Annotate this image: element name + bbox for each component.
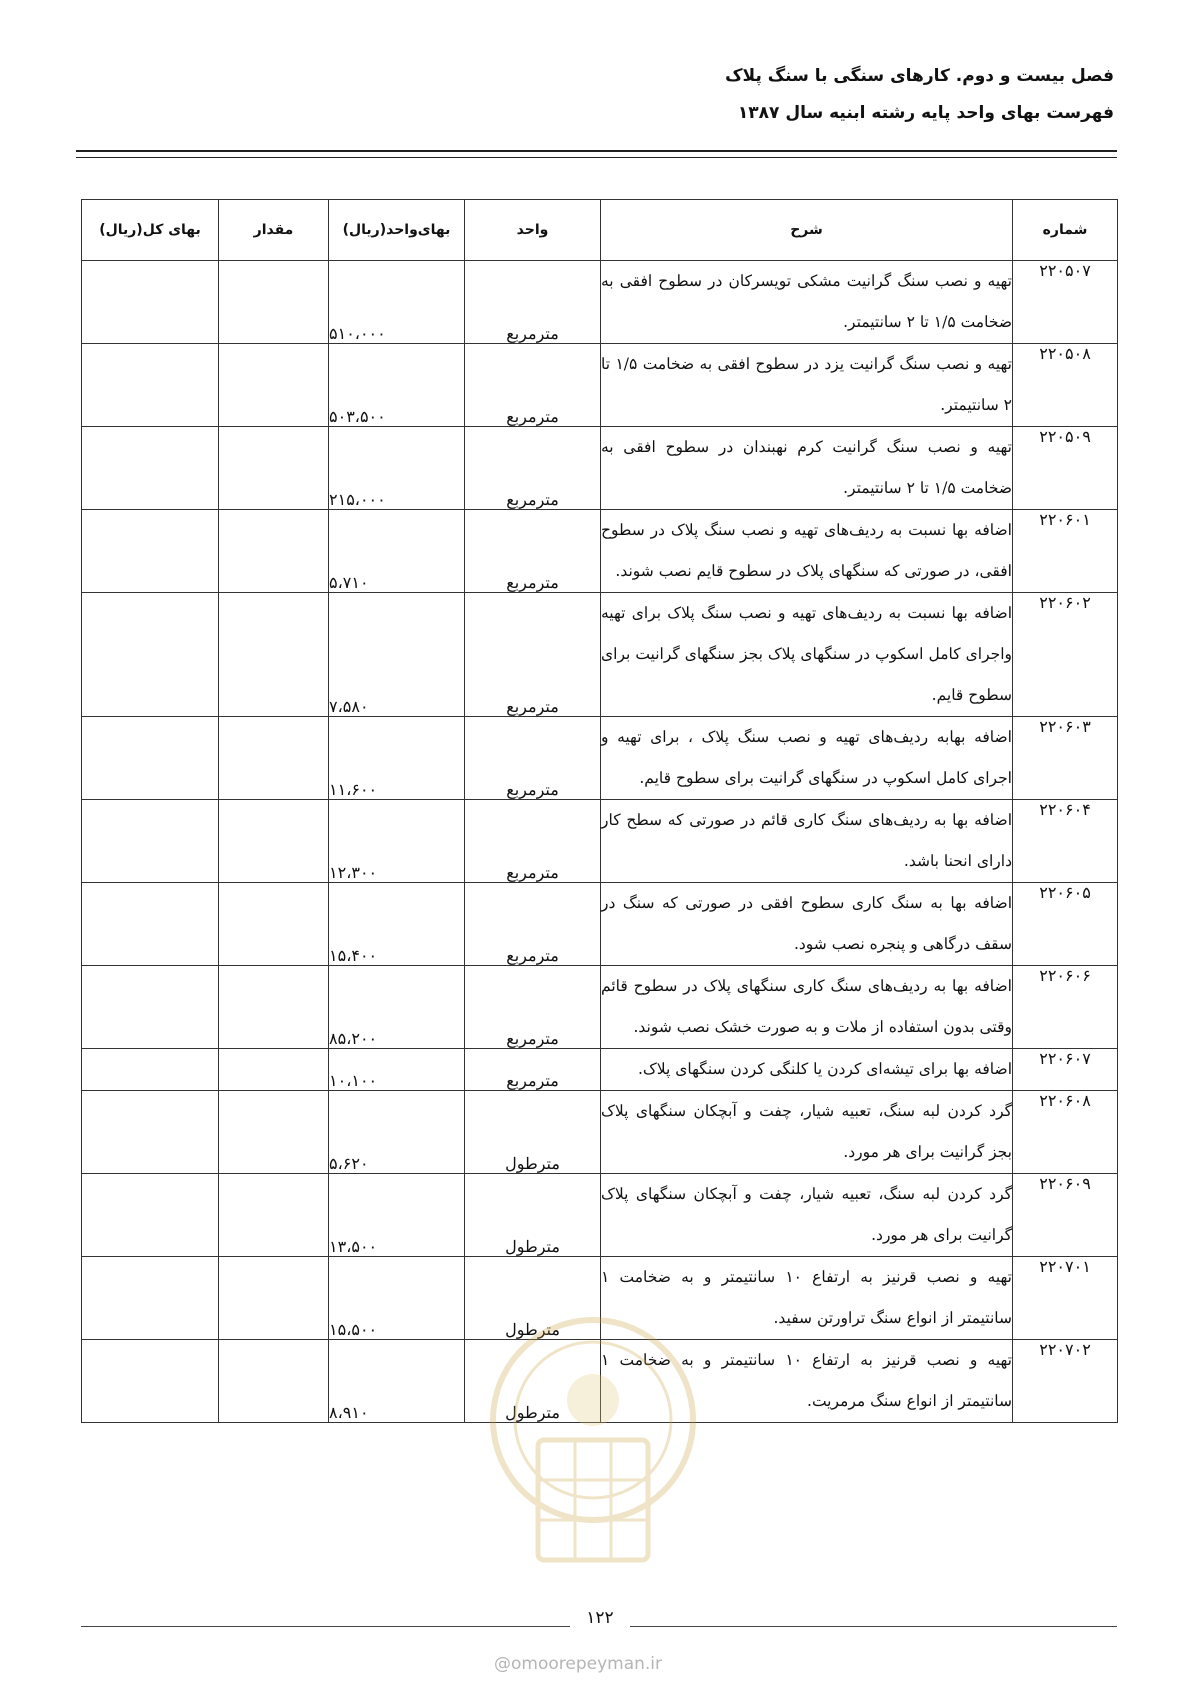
- item-code: ۲۲۰۵۰۸: [1013, 344, 1118, 427]
- item-description: گرد کردن لبه سنگ، تعبیه شیار، چفت و آبچکان سنگهای پلاک گرانیت برای هر مورد.: [601, 1174, 1013, 1257]
- item-code: ۲۲۰۷۰۱: [1013, 1257, 1118, 1340]
- header-divider: [76, 150, 1117, 158]
- item-unit-price: ۸،۹۱۰: [329, 1340, 465, 1423]
- item-quantity: [219, 510, 329, 593]
- item-description: تهیه و نصب قرنیز به ارتفاع ۱۰ سانتیمتر و به ضخامت ۱ سانتیمتر از انواع سنگ تراورتن سفید.: [601, 1257, 1013, 1340]
- column-header-code: شماره: [1013, 200, 1118, 261]
- item-unit-price: ۱۲،۳۰۰: [329, 800, 465, 883]
- item-unit-price: ۱۵،۴۰۰: [329, 883, 465, 966]
- table-header-row: [82, 200, 1118, 261]
- price-list-table: [81, 199, 1118, 1423]
- item-total-price: [82, 883, 219, 966]
- table-row: [82, 1257, 1118, 1340]
- table-row: [82, 966, 1118, 1049]
- item-description: تهیه و نصب قرنیز به ارتفاع ۱۰ سانتیمتر و به ضخامت ۱ سانتیمتر از انواع سنگ مرمریت.: [601, 1340, 1013, 1423]
- table-row: [82, 261, 1118, 344]
- table-row: [82, 1340, 1118, 1423]
- table-row: [82, 717, 1118, 800]
- item-quantity: [219, 717, 329, 800]
- item-total-price: [82, 1257, 219, 1340]
- item-code: ۲۲۰۶۰۳: [1013, 717, 1118, 800]
- item-total-price: [82, 510, 219, 593]
- page-number: ۱۲۲: [570, 1608, 630, 1628]
- item-total-price: [82, 427, 219, 510]
- item-code: ۲۲۰۶۰۱: [1013, 510, 1118, 593]
- item-total-price: [82, 1340, 219, 1423]
- item-quantity: [219, 344, 329, 427]
- item-total-price: [82, 966, 219, 1049]
- table-row: [82, 510, 1118, 593]
- item-code: ۲۲۰۶۰۴: [1013, 800, 1118, 883]
- item-code: ۲۲۰۶۰۷: [1013, 1049, 1118, 1091]
- table-row: [82, 427, 1118, 510]
- item-unit: مترطول: [465, 1257, 601, 1340]
- item-total-price: [82, 800, 219, 883]
- column-header-unit-price: بهای‌واحد(ریال): [329, 200, 465, 261]
- item-total-price: [82, 593, 219, 717]
- item-quantity: [219, 1340, 329, 1423]
- item-description: اضافه بها به ردیف‌های سنگ کاری سنگهای پلاک در سطوح قائم وقتی بدون استفاده از ملات و به صورت خشک نصب شوند.: [601, 966, 1013, 1049]
- item-quantity: [219, 883, 329, 966]
- item-unit-price: ۵،۷۱۰: [329, 510, 465, 593]
- item-unit: مترمربع: [465, 593, 601, 717]
- item-unit: مترمربع: [465, 966, 601, 1049]
- table-row: [82, 1091, 1118, 1174]
- item-description: اضافه بهابه ردیف‌های تهیه و نصب سنگ پلاک ، برای تهیه و اجرای کامل اسکوپ در سنگهای گرانیت برای سطوح قایم.: [601, 717, 1013, 800]
- item-description: گرد کردن لبه سنگ، تعبیه شیار، چفت و آبچکان سنگهای پلاک بجز گرانیت برای هر مورد.: [601, 1091, 1013, 1174]
- item-description: تهیه و نصب سنگ گرانیت یزد در سطوح افقی به ضخامت ۱/۵ تا ۲ سانتیمتر.: [601, 344, 1013, 427]
- column-header-quantity: مقدار: [219, 200, 329, 261]
- item-total-price: [82, 344, 219, 427]
- table-body: [82, 261, 1118, 1423]
- item-quantity: [219, 261, 329, 344]
- table-header: [82, 200, 1118, 261]
- item-unit: مترمربع: [465, 427, 601, 510]
- item-quantity: [219, 427, 329, 510]
- item-unit: مترطول: [465, 1340, 601, 1423]
- table-row: [82, 800, 1118, 883]
- item-code: ۲۲۰۶۰۸: [1013, 1091, 1118, 1174]
- item-unit-price: ۵،۶۲۰: [329, 1091, 465, 1174]
- item-description: اضافه بها نسبت به ردیف‌های تهیه و نصب سنگ پلاک در سطوح افقی، در صورتی که سنگهای پلاک در سطوح قایم نصب شوند.: [601, 510, 1013, 593]
- item-unit-price: ۲۱۵،۰۰۰: [329, 427, 465, 510]
- item-unit: مترمربع: [465, 883, 601, 966]
- item-code: ۲۲۰۷۰۲: [1013, 1340, 1118, 1423]
- item-description: تهیه و نصب سنگ گرانیت مشکی تویسرکان در سطوح افقی به ضخامت ۱/۵ تا ۲ سانتیمتر.: [601, 261, 1013, 344]
- item-unit: مترمربع: [465, 510, 601, 593]
- item-description: اضافه بها برای تیشه‌ای کردن یا کلنگی کردن سنگهای پلاک.: [601, 1049, 1013, 1091]
- column-header-description: شرح: [601, 200, 1013, 261]
- item-code: ۲۲۰۶۰۶: [1013, 966, 1118, 1049]
- item-quantity: [219, 593, 329, 717]
- item-code: ۲۲۰۶۰۹: [1013, 1174, 1118, 1257]
- item-unit-price: ۱۳،۵۰۰: [329, 1174, 465, 1257]
- item-total-price: [82, 1091, 219, 1174]
- item-quantity: [219, 800, 329, 883]
- item-total-price: [82, 261, 219, 344]
- item-quantity: [219, 1174, 329, 1257]
- item-unit-price: ۱۵،۵۰۰: [329, 1257, 465, 1340]
- column-header-total-price: بهای کل(ریال): [82, 200, 219, 261]
- item-unit: مترطول: [465, 1174, 601, 1257]
- item-unit-price: ۷،۵۸۰: [329, 593, 465, 717]
- item-code: ۲۲۰۶۰۲: [1013, 593, 1118, 717]
- item-unit: مترمربع: [465, 1049, 601, 1091]
- item-quantity: [219, 966, 329, 1049]
- item-unit-price: ۱۱،۶۰۰: [329, 717, 465, 800]
- item-code: ۲۲۰۵۰۷: [1013, 261, 1118, 344]
- table-row: [82, 593, 1118, 717]
- item-description: اضافه بها به سنگ کاری سطوح افقی در صورتی که سنگ در سقف درگاهی و پنجره نصب شود.: [601, 883, 1013, 966]
- item-total-price: [82, 1174, 219, 1257]
- column-header-unit: واحد: [465, 200, 601, 261]
- item-code: ۲۲۰۵۰۹: [1013, 427, 1118, 510]
- item-unit: مترمربع: [465, 717, 601, 800]
- item-code: ۲۲۰۶۰۵: [1013, 883, 1118, 966]
- item-unit-price: ۱۰،۱۰۰: [329, 1049, 465, 1091]
- chapter-title: فصل بیست و دوم. کارهای سنگی با سنگ پلاک: [725, 66, 1114, 86]
- item-unit: مترمربع: [465, 800, 601, 883]
- item-description: اضافه بها نسبت به ردیف‌های تهیه و نصب سنگ پلاک برای تهیه واجرای کامل اسکوپ در سنگهای پلاک بجز سنگهای گرانیت برای سطوح قایم.: [601, 593, 1013, 717]
- price-list-subtitle: فهرست بهای واحد پایه رشته ابنیه سال ۱۳۸۷: [737, 103, 1114, 123]
- item-quantity: [219, 1257, 329, 1340]
- page-header: [725, 58, 1114, 132]
- table-row: [82, 344, 1118, 427]
- item-total-price: [82, 1049, 219, 1091]
- item-unit-price: ۵۱۰،۰۰۰: [329, 261, 465, 344]
- item-unit-price: ۸۵،۲۰۰: [329, 966, 465, 1049]
- table-row: [82, 883, 1118, 966]
- item-description: تهیه و نصب سنگ گرانیت کرم نهبندان در سطوح افقی به ضخامت ۱/۵ تا ۲ سانتیمتر.: [601, 427, 1013, 510]
- table-row: [82, 1049, 1118, 1091]
- item-total-price: [82, 717, 219, 800]
- item-unit: مترمربع: [465, 344, 601, 427]
- item-quantity: [219, 1049, 329, 1091]
- item-unit: مترمربع: [465, 261, 601, 344]
- item-unit-price: ۵۰۳،۵۰۰: [329, 344, 465, 427]
- item-quantity: [219, 1091, 329, 1174]
- table-row: [82, 1174, 1118, 1257]
- item-unit: مترطول: [465, 1091, 601, 1174]
- item-description: اضافه بها به ردیف‌های سنگ کاری قائم در صورتی که سطح کار دارای انحنا باشد.: [601, 800, 1013, 883]
- watermark-text: @omoorepeyman.ir: [494, 1654, 663, 1674]
